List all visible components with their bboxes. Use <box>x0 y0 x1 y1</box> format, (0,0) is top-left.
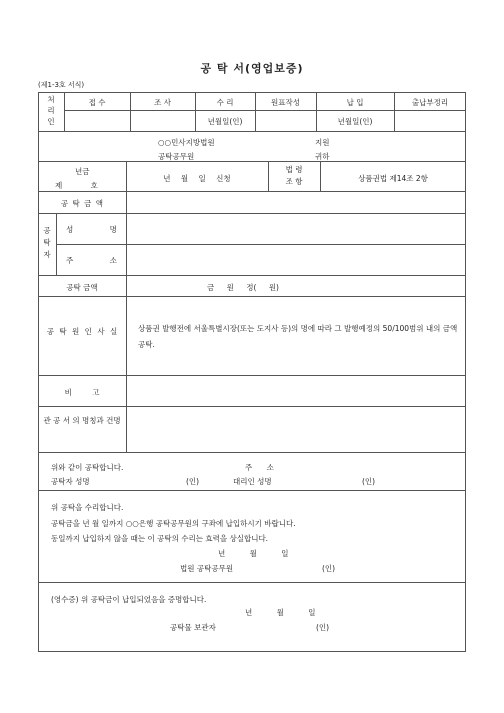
statute-value: 상품권법 제14조 2항 <box>358 174 428 183</box>
acceptance-line-2: 공탁금을 년 월 일까지 ○○은행 공탁공무원의 구좌에 납입하시기 바랍니다. <box>51 519 296 528</box>
request-date: 년 월 일 신청 <box>163 174 231 183</box>
request-seal-1: (인) <box>186 477 200 486</box>
header-col-reception: 접 수 <box>88 98 106 107</box>
money-label: 공탁 금액 <box>66 283 98 292</box>
acceptance-date: 년 월 일 <box>218 549 289 558</box>
page-title: 공 탁 서(영업보증) <box>200 62 304 75</box>
request-statement: 위와 같이 공탁합니다. <box>51 463 124 472</box>
request-seal-2: (인) <box>362 477 376 486</box>
receipt-date: 년 월 일 <box>245 608 316 617</box>
depositor-name-label: 성 명 <box>66 225 117 234</box>
request-depositor-name: 공탁자 성명 <box>51 477 90 486</box>
acceptance-line-1: 위 공탁을 수리합니다. <box>51 503 124 512</box>
header-col-ledger: 출납부정리 <box>411 98 449 107</box>
header-col-original: 원표작성 <box>271 98 300 107</box>
header-processor-label: 처 리 인 <box>47 95 55 126</box>
receipt-line-1: (영수증) 위 공탁금이 납입되었음을 증명합니다. <box>51 595 207 604</box>
court-name: ○○민사지방법원 <box>158 138 215 147</box>
remarks-label: 비 고 <box>64 388 100 397</box>
acceptance-line-3: 동일까지 납입하지 않을 때는 이 공탁의 수리는 효력을 상실합니다. <box>51 534 269 543</box>
header-payment-date: 년월일(인) <box>337 117 373 126</box>
header-col-payment: 납 입 <box>346 98 364 107</box>
depositor-address-label: 주 소 <box>66 256 117 265</box>
cause-text: 상품권 발행전에 서울특별시장(또는 도지사 등)의 명에 따라 그 발행예정의 50/100범위 내의 금액공탁. <box>138 324 458 349</box>
court-branch: 지원 <box>315 138 330 147</box>
deposit-officer: 공탁공무원 <box>158 152 195 161</box>
receipt-seal: (인) <box>316 623 330 632</box>
office-label: 관 공 서 의 명칭과 건명 <box>43 416 121 425</box>
header-acceptance-date: 년월일(인) <box>207 117 243 126</box>
case-number-label: 제 호 <box>55 181 98 190</box>
depositor-label: 공 탁 자 <box>43 226 51 259</box>
acceptance-officer: 법원 공탁공무원 <box>180 564 234 573</box>
honorific: 귀하 <box>315 152 330 161</box>
request-address-label: 주 소 <box>245 463 274 472</box>
receipt-keeper: 공탁물 보관자 <box>170 623 216 632</box>
request-agent-name: 대리인 성명 <box>233 477 272 486</box>
acceptance-seal: (인) <box>322 564 336 573</box>
header-col-acceptance: 수 리 <box>216 98 234 107</box>
cause-label: 공 탁 원 인 사 실 <box>46 327 118 336</box>
header-col-inspection: 조 사 <box>154 98 171 107</box>
money-amount-text: 금 원 정( 원) <box>207 283 279 292</box>
statute-label: 법 령 조 항 <box>285 165 303 186</box>
form-number: (제1-3호 서식) <box>38 81 85 89</box>
deposit-amount-label: 공 탁 금 액 <box>60 199 104 208</box>
case-year-label: 년금 <box>75 167 90 176</box>
